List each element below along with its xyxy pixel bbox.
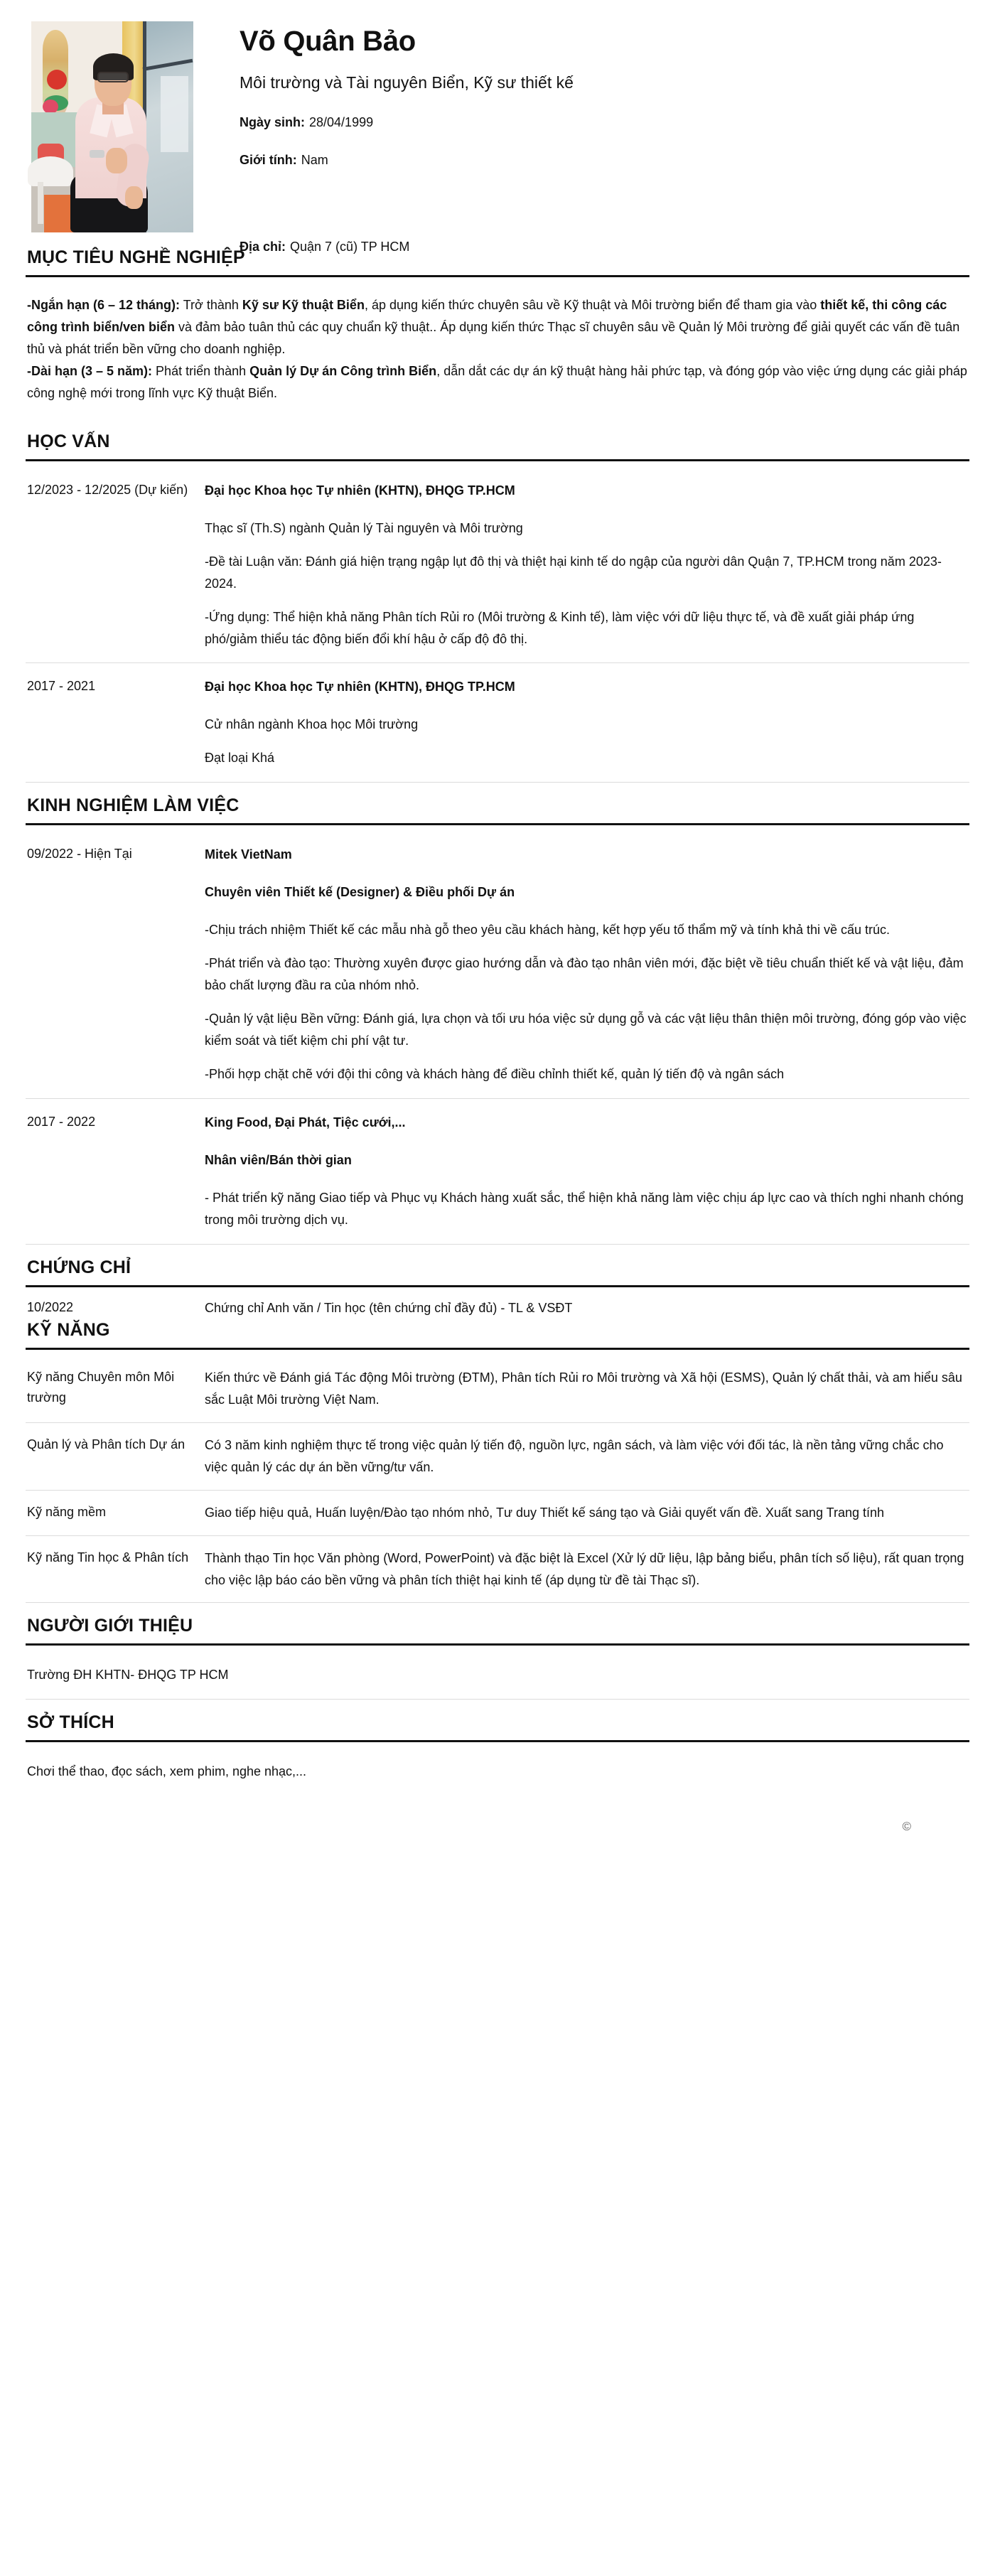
education-date: 2017 - 2021	[27, 679, 96, 694]
divider-heavy	[26, 275, 969, 277]
experience-line: -Phối hợp chặt chẽ với đội thi công và khách hàng để điều chỉnh thiết kế, quản lý tiến độ và ngân sách	[205, 1067, 785, 1082]
experience-line: -Phát triển và đào tạo: Thường xuyên được giao hướng dẫn và đào tạo nhân viên mới, đặc biệt về tiêu chuẩn thiết kế và vật liệu, đảm bảo chất lượng đầu ra của nhóm nhỏ.	[205, 956, 964, 993]
objective-long-term-b1: Quản lý Dự án Công trình Biển	[249, 363, 437, 378]
experience-item	[26, 1099, 969, 1244]
certificate-date: 10/2022	[27, 1299, 74, 1314]
experience-item	[26, 831, 969, 1098]
divider-light	[26, 1244, 969, 1245]
skill-description: Kiến thức về Đánh giá Tác động Môi trường (ĐTM), Phân tích Rủi ro Môi trường và Xã hội (ESMS), Quản lý chất thải, và am hiểu sâu sắc Luật Môi trường Việt Nam.	[205, 1370, 962, 1407]
section-title-references: NGƯỜI GIỚI THIỆU	[27, 1616, 193, 1636]
divider-heavy	[26, 1740, 969, 1742]
divider-light	[26, 782, 969, 783]
objective-long-term-p2: , dẫn dắt các dự án kỹ thuật hàng hải phức tạp, và đóng góp vào việc ứng dụng các giải pháp công nghệ mới trong lĩnh vực Kỹ thuật Biển.	[27, 363, 967, 400]
experience-org: King Food, Đại Phát, Tiệc cưới,...	[205, 1115, 406, 1129]
skill-row	[26, 1536, 969, 1603]
experience-body	[205, 1112, 968, 1231]
objective-short-term	[27, 294, 968, 360]
education-line: -Đề tài Luận văn: Đánh giá hiện trạng ngập lụt đô thị và thiệt hại kinh tế do ngập của người dân Quận 7, TP.HCM trong năm 2023-2024.	[205, 554, 942, 591]
divider-light	[26, 1602, 969, 1603]
certificate-clipped-row	[26, 1293, 969, 1315]
section-title-skills: KỸ NĂNG	[27, 1319, 110, 1340]
objective-short-term-p2: , áp dụng kiến thức chuyên sâu về Kỹ thuật và Môi trường biển để tham gia vào	[364, 298, 821, 312]
divider-heavy	[26, 1348, 969, 1350]
certificate-body: Chứng chỉ Anh văn / Tin học (tên chứng chỉ đầy đủ) - TL & VSĐT	[205, 1300, 573, 1315]
objective-short-term-b1: Kỹ sư Kỹ thuật Biển	[242, 298, 365, 312]
education-date: 12/2023 - 12/2025 (Dự kiến)	[27, 482, 188, 497]
education-line: Cử nhân ngành Khoa học Môi trường	[205, 717, 419, 732]
skill-name: Kỹ năng Chuyên môn Môi trường	[27, 1369, 175, 1405]
experience-role: Nhân viên/Bán thời gian	[205, 1152, 352, 1167]
candidate-name: Võ Quân Bảo	[240, 26, 416, 57]
section-objective	[26, 247, 969, 419]
education-item	[26, 467, 969, 663]
section-experience	[26, 795, 969, 1244]
education-line: Đạt loại Khá	[205, 751, 275, 766]
section-hobbies	[26, 1712, 969, 1796]
skill-row	[26, 1423, 969, 1490]
section-certificates	[26, 1257, 969, 1315]
education-line: Thạc sĩ (Th.S) ngành Quản lý Tài nguyên và Môi trường	[205, 520, 523, 535]
address-row	[240, 239, 969, 255]
cv-header	[26, 0, 969, 254]
objective-short-term-label: -Ngắn hạn (6 – 12 tháng):	[27, 298, 181, 312]
dob-label: Ngày sinh:	[240, 114, 306, 129]
gender-row	[240, 152, 969, 168]
dob-value: 28/04/1999	[309, 114, 374, 129]
skill-row	[26, 1491, 969, 1535]
objective-body	[26, 283, 969, 419]
divider-heavy	[26, 459, 969, 461]
dob-row	[240, 114, 969, 131]
references-text: Trường ĐH KHTN- ĐHQG TP HCM	[27, 1668, 229, 1683]
experience-line: - Phát triển kỹ năng Giao tiếp và Phục vụ Khách hàng xuất sắc, thể hiện khả năng làm việc chịu áp lực cao và thích nghi nhanh chóng trong môi trường dịch vụ.	[205, 1190, 964, 1227]
candidate-headline: Môi trường và Tài nguyên Biển, Kỹ sư thiết kế	[240, 73, 574, 92]
certificate-item	[26, 1293, 969, 1319]
objective-long-term-label: -Dài hạn (3 – 5 năm):	[27, 363, 153, 378]
skill-name: Kỹ năng mềm	[27, 1504, 107, 1519]
objective-short-term-b2: thiết kế, thi công các công trình biển/ven biển	[27, 298, 947, 334]
experience-line: -Chịu trách nhiệm Thiết kế các mẫu nhà gỗ theo yêu cầu khách hàng, kết hợp yếu tố thẩm mỹ và tính khả thi về cấu trúc.	[205, 923, 891, 938]
section-references	[26, 1616, 969, 1700]
section-title-certificates: CHỨNG CHỈ	[27, 1257, 131, 1277]
header-info	[193, 21, 969, 255]
gender-label: Giới tính:	[240, 153, 297, 168]
education-org: Đại học Khoa học Tự nhiên (KHTN), ĐHQG TP.HCM	[205, 483, 515, 498]
divider-heavy	[26, 1285, 969, 1287]
experience-role: Chuyên viên Thiết kế (Designer) & Điều phối Dự án	[205, 885, 515, 900]
experience-body	[205, 844, 968, 1085]
objective-long-term-p1: Phát triển thành	[152, 363, 250, 378]
skill-row	[26, 1356, 969, 1422]
education-org: Đại học Khoa học Tự nhiên (KHTN), ĐHQG TP.HCM	[205, 680, 515, 694]
divider-heavy	[26, 823, 969, 825]
hobbies-text: Chơi thể thao, đọc sách, xem phim, nghe nhạc,...	[27, 1764, 307, 1779]
divider-heavy	[26, 1643, 969, 1646]
copyright-icon: ©	[902, 1820, 911, 1833]
skill-name: Kỹ năng Tin học & Phân tích	[27, 1550, 189, 1565]
skill-description: Có 3 năm kinh nghiệm thực tế trong việc quản lý tiến độ, nguồn lực, ngân sách, và làm việc với đối tác, là nền tảng vững chắc cho việc quản lý các dự án bền vững/tư vấn.	[205, 1437, 944, 1474]
skill-description: Giao tiếp hiệu quả, Huấn luyện/Đào tạo nhóm nhỏ, Tư duy Thiết kế sáng tạo và Giải quyết vấn đề. Xuất sang Trang tính	[205, 1505, 885, 1520]
profile-photo	[31, 21, 193, 232]
objective-short-term-p3: và đảm bảo tuân thủ các quy chuẩn kỹ thuật.. Áp dụng kiến thức Thạc sĩ chuyên sâu về Quản lý Môi trường để giải quyết các vấn đề tuân thủ và phát triển bền vững cho doanh nghiệp.	[27, 319, 960, 356]
education-body	[205, 676, 968, 769]
education-body	[205, 480, 968, 650]
skill-description: Thành thạo Tin học Văn phòng (Word, PowerPoint) và đặc biệt là Excel (Xử lý dữ liệu, lập bảng biểu, phân tích số liệu), rất quan trọng cho việc lập báo cáo bền vững và phân tích thiệt hại kinh tế (áp dụng từ đề tài Thạc sĩ).	[205, 1550, 964, 1587]
experience-date: 09/2022 - Hiện Tại	[27, 847, 132, 862]
address-label: Địa chỉ:	[240, 239, 286, 254]
section-title-hobbies: SỞ THÍCH	[27, 1712, 114, 1733]
section-skills	[26, 1320, 969, 1604]
section-title-education: HỌC VẤN	[27, 431, 110, 451]
divider-light	[26, 1699, 969, 1700]
gender-value: Nam	[301, 153, 328, 168]
objective-short-term-p1: Trở thành	[180, 298, 242, 312]
objective-long-term	[27, 360, 968, 404]
address-value: Quận 7 (cũ) TP HCM	[290, 239, 410, 254]
experience-org: Mitek VietNam	[205, 847, 292, 862]
experience-line: -Quản lý vật liệu Bền vững: Đánh giá, lựa chọn và tối ưu hóa việc sử dụng gỗ và các vật liệu thân thiện môi trường, đóng góp vào việc kiểm soát và tiết kiệm chi phí vật tư.	[205, 1011, 967, 1048]
education-item	[26, 663, 969, 782]
education-line: -Ứng dụng: Thể hiện khả năng Phân tích Rủi ro (Môi trường & Kinh tế), làm việc với dữ liệu thực tế, và đề xuất giải pháp ứng phó/giảm thiểu tác động biến đổi khí hậu ở cấp độ đô thị.	[205, 609, 915, 646]
section-title-objective: MỤC TIÊU NGHỀ NGHIỆP	[27, 247, 245, 267]
experience-date: 2017 - 2022	[27, 1114, 96, 1129]
section-title-experience: KINH NGHIỆM LÀM VIỆC	[27, 795, 240, 816]
section-education	[26, 431, 969, 783]
skill-name: Quản lý và Phân tích Dự án	[27, 1437, 185, 1451]
